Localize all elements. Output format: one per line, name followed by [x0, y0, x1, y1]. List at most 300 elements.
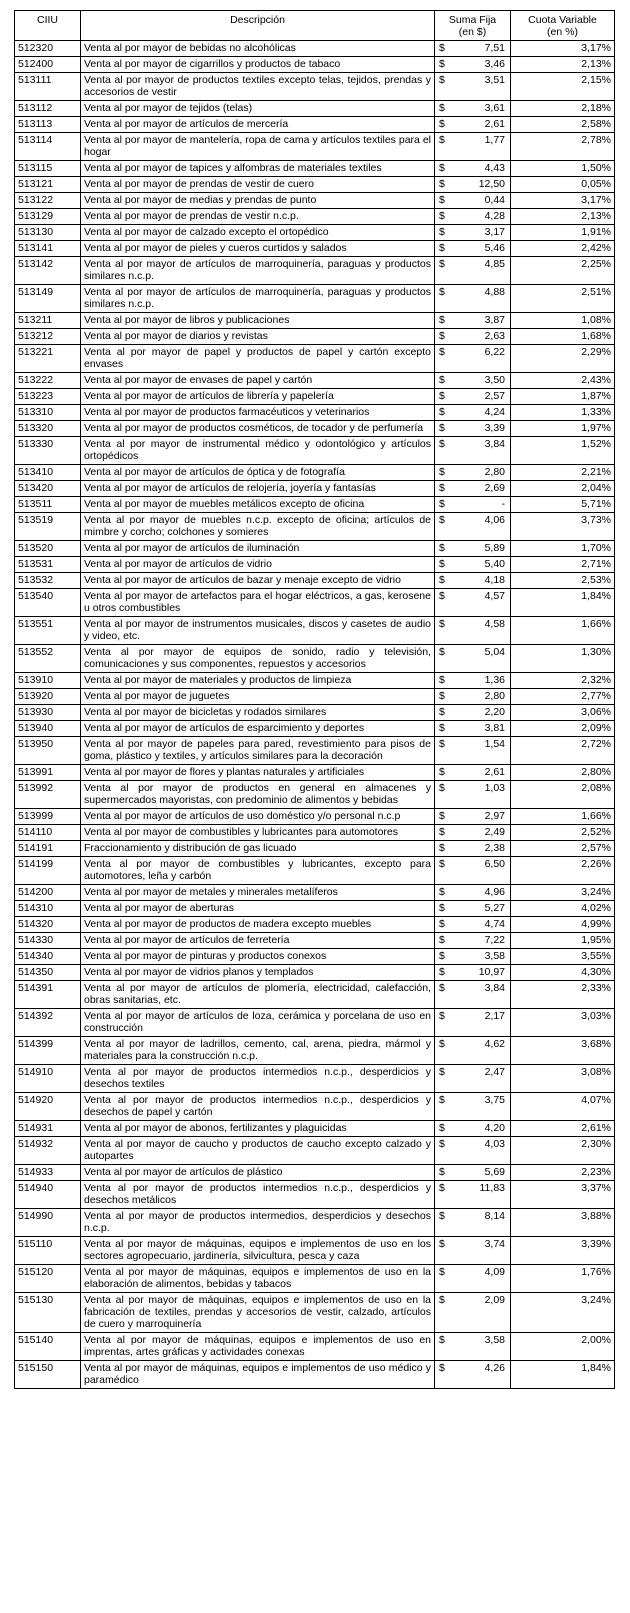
currency-symbol: $: [439, 226, 445, 238]
suma-fija-cell: [435, 1181, 511, 1209]
suma-fija-cell: [435, 949, 511, 965]
suma-fija-value: 2,38: [484, 842, 505, 854]
currency-symbol: $: [439, 842, 445, 854]
suma-fija-cell: [435, 117, 511, 133]
description-cell: Venta al por mayor de productos en general en almacenes y supermercados mayoristas, con predominio de alimentos y bebidas: [81, 781, 435, 809]
cuota-variable-cell: 1,70%: [511, 541, 615, 557]
suma-fija-value: 4,57: [484, 590, 505, 602]
ciiu-code: 514200: [15, 885, 81, 901]
table-row: [15, 101, 615, 117]
ciiu-code: 513330: [15, 437, 81, 465]
ciiu-code: 513519: [15, 513, 81, 541]
cuota-variable-cell: 4,99%: [511, 917, 615, 933]
table-header: [15, 11, 615, 41]
suma-fija-value: 2,09: [484, 1294, 505, 1306]
currency-symbol: $: [439, 918, 445, 930]
cuota-variable-cell: 3,03%: [511, 1009, 615, 1037]
currency-symbol: $: [439, 1138, 445, 1150]
ciiu-code: 513115: [15, 161, 81, 177]
table-row: [15, 1361, 615, 1389]
description-cell: Venta al por mayor de papeles para pared, revestimiento para pisos de goma, plástico y textiles, y artículos similares para la decoración: [81, 737, 435, 765]
ciiu-code: 514391: [15, 981, 81, 1009]
suma-fija-cell: [435, 329, 511, 345]
description-cell: Venta al por mayor de pieles y cueros curtidos y salados: [81, 241, 435, 257]
table-row: [15, 389, 615, 405]
cuota-variable-cell: 1,91%: [511, 225, 615, 241]
currency-symbol: $: [439, 1066, 445, 1078]
suma-fija-cell: [435, 1361, 511, 1389]
suma-fija-value: 2,20: [484, 706, 505, 718]
cuota-variable-cell: 4,02%: [511, 901, 615, 917]
currency-symbol: $: [439, 466, 445, 478]
suma-fija-value: 3,74: [484, 1238, 505, 1250]
ciiu-code: 513222: [15, 373, 81, 389]
currency-symbol: $: [439, 590, 445, 602]
currency-symbol: $: [439, 826, 445, 838]
description-cell: Venta al por mayor de pinturas y productos conexos: [81, 949, 435, 965]
ciiu-code: 513991: [15, 765, 81, 781]
ciiu-code: 515110: [15, 1237, 81, 1265]
suma-fija-cell: [435, 1137, 511, 1165]
ciiu-code: 514191: [15, 841, 81, 857]
description-cell: Venta al por mayor de máquinas, equipos e implementos de uso en imprentas, artes gráficas y actividades conexas: [81, 1333, 435, 1361]
currency-symbol: $: [439, 134, 445, 146]
header-suma-fija: [435, 11, 511, 41]
suma-fija-value: 5,69: [484, 1166, 505, 1178]
description-cell: Venta al por mayor de tapices y alfombras de materiales textiles: [81, 161, 435, 177]
description-cell: Venta al por mayor de cigarrillos y productos de tabaco: [81, 57, 435, 73]
table-row: [15, 117, 615, 133]
suma-fija-cell: [435, 825, 511, 841]
suma-fija-cell: [435, 645, 511, 673]
cuota-variable-cell: 2,00%: [511, 1333, 615, 1361]
suma-fija-value: 0,44: [484, 194, 505, 206]
suma-fija-cell: [435, 573, 511, 589]
suma-fija-cell: [435, 933, 511, 949]
table-row: [15, 781, 615, 809]
suma-fija-value: 8,14: [484, 1210, 505, 1222]
suma-fija-value: 2,49: [484, 826, 505, 838]
suma-fija-cell: [435, 689, 511, 705]
table-row: [15, 1293, 615, 1333]
suma-fija-value: 2,17: [484, 1010, 505, 1022]
header-suma-fija-line2: (en $): [458, 26, 487, 38]
description-cell: Venta al por mayor de prendas de vestir n.c.p.: [81, 209, 435, 225]
suma-fija-value: 2,61: [484, 766, 505, 778]
suma-fija-cell: [435, 1009, 511, 1037]
ciiu-code: 513511: [15, 497, 81, 513]
description-cell: Venta al por mayor de máquinas, equipos e implementos de uso médico y paramédico: [81, 1361, 435, 1389]
currency-symbol: $: [439, 706, 445, 718]
currency-symbol: $: [439, 314, 445, 326]
description-cell: Venta al por mayor de medias y prendas de punto: [81, 193, 435, 209]
ciiu-code: 514350: [15, 965, 81, 981]
suma-fija-value: 3,46: [484, 58, 505, 70]
description-cell: Venta al por mayor de artículos de bazar y menaje excepto de vidrio: [81, 573, 435, 589]
table-row: [15, 161, 615, 177]
table-row: [15, 57, 615, 73]
suma-fija-value: 2,80: [484, 690, 505, 702]
suma-fija-cell: [435, 421, 511, 437]
currency-symbol: $: [439, 118, 445, 130]
table-row: [15, 465, 615, 481]
currency-symbol: $: [439, 422, 445, 434]
table-row: [15, 1093, 615, 1121]
currency-symbol: $: [439, 1182, 445, 1194]
cuota-variable-cell: 2,13%: [511, 209, 615, 225]
suma-fija-cell: [435, 513, 511, 541]
suma-fija-cell: [435, 781, 511, 809]
suma-fija-cell: [435, 617, 511, 645]
table-row: [15, 1237, 615, 1265]
cuota-variable-cell: 1,76%: [511, 1265, 615, 1293]
cuota-variable-cell: 3,39%: [511, 1237, 615, 1265]
cuota-variable-cell: 2,32%: [511, 673, 615, 689]
currency-symbol: $: [439, 1010, 445, 1022]
suma-fija-value: 3,58: [484, 950, 505, 962]
table-row: [15, 1181, 615, 1209]
suma-fija-cell: [435, 101, 511, 117]
currency-symbol: $: [439, 646, 445, 658]
ciiu-code: 512320: [15, 41, 81, 57]
currency-symbol: $: [439, 194, 445, 206]
cuota-variable-cell: 5,71%: [511, 497, 615, 513]
cuota-variable-cell: 3,55%: [511, 949, 615, 965]
table-row: [15, 1037, 615, 1065]
suma-fija-cell: [435, 673, 511, 689]
suma-fija-cell: [435, 1121, 511, 1137]
currency-symbol: $: [439, 674, 445, 686]
ciiu-code: 514931: [15, 1121, 81, 1137]
suma-fija-value: 7,22: [484, 934, 505, 946]
cuota-variable-cell: 2,43%: [511, 373, 615, 389]
cuota-variable-cell: 1,52%: [511, 437, 615, 465]
table-row: [15, 313, 615, 329]
currency-symbol: $: [439, 178, 445, 190]
currency-symbol: $: [439, 242, 445, 254]
ciiu-code: 513221: [15, 345, 81, 373]
suma-fija-value: 4,96: [484, 886, 505, 898]
table-body: [15, 41, 615, 1389]
currency-symbol: $: [439, 514, 445, 526]
suma-fija-value: 4,74: [484, 918, 505, 930]
cuota-variable-cell: 4,07%: [511, 1093, 615, 1121]
suma-fija-cell: [435, 541, 511, 557]
description-cell: Venta al por mayor de artículos de marroquinería, paraguas y productos similares n.c.p.: [81, 285, 435, 313]
currency-symbol: $: [439, 1238, 445, 1250]
suma-fija-value: 4,88: [484, 286, 505, 298]
description-cell: Venta al por mayor de artículos de mercería: [81, 117, 435, 133]
description-cell: Venta al por mayor de productos farmacéuticos y veterinarios: [81, 405, 435, 421]
description-cell: Venta al por mayor de artículos de vidrio: [81, 557, 435, 573]
cuota-variable-cell: 2,29%: [511, 345, 615, 373]
description-cell: Venta al por mayor de artículos de ferretería: [81, 933, 435, 949]
table-row: [15, 329, 615, 345]
table-row: [15, 589, 615, 617]
currency-symbol: $: [439, 58, 445, 70]
table-row: [15, 1209, 615, 1237]
suma-fija-value: 6,50: [484, 858, 505, 870]
description-cell: Venta al por mayor de prendas de vestir de cuero: [81, 177, 435, 193]
description-cell: Venta al por mayor de metales y minerales metalíferos: [81, 885, 435, 901]
cuota-variable-cell: 1,84%: [511, 1361, 615, 1389]
cuota-variable-cell: 2,72%: [511, 737, 615, 765]
suma-fija-value: 3,51: [484, 74, 505, 86]
cuota-variable-cell: 0,05%: [511, 177, 615, 193]
cuota-variable-cell: 3,73%: [511, 513, 615, 541]
suma-fija-value: 5,89: [484, 542, 505, 554]
currency-symbol: $: [439, 74, 445, 86]
description-cell: Venta al por mayor de artículos de uso doméstico y/o personal n.c.p: [81, 809, 435, 825]
suma-fija-cell: [435, 257, 511, 285]
suma-fija-cell: [435, 841, 511, 857]
description-cell: Venta al por mayor de artefactos para el hogar eléctricos, a gas, kerosene u otros combustibles: [81, 589, 435, 617]
currency-symbol: $: [439, 966, 445, 978]
table-row: [15, 285, 615, 313]
table-row: [15, 885, 615, 901]
cuota-variable-cell: 3,68%: [511, 1037, 615, 1065]
suma-fija-value: 12,50: [478, 178, 505, 190]
table-row: [15, 133, 615, 161]
cuota-variable-cell: 2,61%: [511, 1121, 615, 1137]
table-row: [15, 1121, 615, 1137]
suma-fija-value: 1,54: [484, 738, 505, 750]
suma-fija-value: 2,61: [484, 118, 505, 130]
currency-symbol: $: [439, 982, 445, 994]
table-row: [15, 177, 615, 193]
ciiu-code: 514320: [15, 917, 81, 933]
header-row: [15, 11, 615, 41]
description-cell: Venta al por mayor de instrumental médico y odontológico y artículos ortopédicos: [81, 437, 435, 465]
table-row: [15, 209, 615, 225]
table-row: [15, 1065, 615, 1093]
table-row: [15, 809, 615, 825]
suma-fija-value: 3,75: [484, 1094, 505, 1106]
table-row: [15, 673, 615, 689]
cuota-variable-cell: 2,09%: [511, 721, 615, 737]
description-cell: Venta al por mayor de ladrillos, cemento, cal, arena, piedra, mármol y materiales para la construcción n.c.p.: [81, 1037, 435, 1065]
ciiu-code: 513940: [15, 721, 81, 737]
cuota-variable-cell: 3,17%: [511, 193, 615, 209]
table-row: [15, 645, 615, 673]
currency-symbol: $: [439, 902, 445, 914]
suma-fija-value: 3,58: [484, 1334, 505, 1346]
cuota-variable-cell: 2,57%: [511, 841, 615, 857]
table-row: [15, 1137, 615, 1165]
cuota-variable-cell: 2,42%: [511, 241, 615, 257]
table-row: [15, 241, 615, 257]
suma-fija-value: 11,83: [479, 1182, 505, 1194]
cuota-variable-cell: 1,30%: [511, 645, 615, 673]
table-row: [15, 421, 615, 437]
cuota-variable-cell: 1,66%: [511, 617, 615, 645]
table-row: [15, 981, 615, 1009]
currency-symbol: $: [439, 346, 445, 358]
suma-fija-cell: [435, 885, 511, 901]
suma-fija-cell: [435, 965, 511, 981]
table-row: [15, 933, 615, 949]
currency-symbol: $: [439, 1362, 445, 1374]
suma-fija-cell: [435, 373, 511, 389]
ciiu-code: 513920: [15, 689, 81, 705]
suma-fija-cell: [435, 981, 511, 1009]
cuota-variable-cell: 2,08%: [511, 781, 615, 809]
description-cell: Venta al por mayor de productos intermedios n.c.p., desperdicios y desechos metálicos: [81, 1181, 435, 1209]
description-cell: Venta al por mayor de máquinas, equipos e implementos de uso en los sectores agropecuario, jardinería, silvicultura, pesca y caza: [81, 1237, 435, 1265]
description-cell: Venta al por mayor de artículos de relojería, joyería y fantasías: [81, 481, 435, 497]
suma-fija-value: 3,81: [484, 722, 505, 734]
description-cell: Venta al por mayor de bebidas no alcohólicas: [81, 41, 435, 57]
currency-symbol: $: [439, 690, 445, 702]
cuota-variable-cell: 2,04%: [511, 481, 615, 497]
suma-fija-cell: [435, 225, 511, 241]
suma-fija-value: 7,51: [484, 42, 505, 54]
suma-fija-cell: [435, 57, 511, 73]
suma-fija-value: 3,84: [484, 982, 505, 994]
description-cell: Venta al por mayor de juguetes: [81, 689, 435, 705]
ciiu-code: 514990: [15, 1209, 81, 1237]
currency-symbol: $: [439, 766, 445, 778]
description-cell: Venta al por mayor de combustibles y lubricantes, excepto para automotores, leña y carbón: [81, 857, 435, 885]
suma-fija-cell: [435, 1293, 511, 1333]
description-cell: Venta al por mayor de abonos, fertilizantes y plaguicidas: [81, 1121, 435, 1137]
ciiu-code: 514330: [15, 933, 81, 949]
table-row: [15, 225, 615, 241]
table-row: [15, 345, 615, 373]
currency-symbol: $: [439, 618, 445, 630]
currency-symbol: $: [439, 1266, 445, 1278]
description-cell: Fraccionamiento y distribución de gas licuado: [81, 841, 435, 857]
suma-fija-cell: [435, 285, 511, 313]
suma-fija-cell: [435, 1165, 511, 1181]
description-cell: Venta al por mayor de calzado excepto el ortopédico: [81, 225, 435, 241]
rates-table: [14, 10, 615, 1389]
suma-fija-cell: [435, 737, 511, 765]
suma-fija-value: 6,22: [484, 346, 505, 358]
suma-fija-value: 2,57: [484, 390, 505, 402]
table-row: [15, 541, 615, 557]
ciiu-code: 514199: [15, 857, 81, 885]
table-row: [15, 73, 615, 101]
ciiu-code: 513211: [15, 313, 81, 329]
currency-symbol: $: [439, 810, 445, 822]
currency-symbol: $: [439, 1166, 445, 1178]
table-row: [15, 901, 615, 917]
table-row: [15, 1265, 615, 1293]
description-cell: Venta al por mayor de máquinas, equipos e implementos de uso en la elaboración de alimentos, bebidas y tabacos: [81, 1265, 435, 1293]
ciiu-code: 515140: [15, 1333, 81, 1361]
suma-fija-cell: [435, 313, 511, 329]
table-row: [15, 257, 615, 285]
description-cell: Venta al por mayor de bicicletas y rodados similares: [81, 705, 435, 721]
table-row: [15, 765, 615, 781]
header-cuota-variable-line2: (en %): [547, 26, 578, 38]
suma-fija-value: 10,97: [478, 966, 505, 978]
ciiu-code: 513212: [15, 329, 81, 345]
description-cell: Venta al por mayor de productos intermedios n.c.p., desperdicios y desechos de papel y cartón: [81, 1093, 435, 1121]
suma-fija-value: 5,46: [484, 242, 505, 254]
suma-fija-cell: [435, 405, 511, 421]
ciiu-code: 513532: [15, 573, 81, 589]
suma-fija-value: 4,62: [484, 1038, 505, 1050]
currency-symbol: $: [439, 858, 445, 870]
table-row: [15, 721, 615, 737]
cuota-variable-cell: 3,17%: [511, 41, 615, 57]
description-cell: Venta al por mayor de muebles n.c.p. excepto de oficina; artículos de mimbre y corcho; colchones y somieres: [81, 513, 435, 541]
table-row: [15, 841, 615, 857]
currency-symbol: $: [439, 210, 445, 222]
suma-fija-value: 2,80: [484, 466, 505, 478]
ciiu-code: 513122: [15, 193, 81, 209]
suma-fija-cell: [435, 41, 511, 57]
description-cell: Venta al por mayor de productos de madera excepto muebles: [81, 917, 435, 933]
ciiu-code: 513113: [15, 117, 81, 133]
description-cell: Venta al por mayor de productos textiles excepto telas, tejidos, prendas y accesorios de vestir: [81, 73, 435, 101]
cuota-variable-cell: 1,50%: [511, 161, 615, 177]
ciiu-code: 514910: [15, 1065, 81, 1093]
ciiu-code: 513142: [15, 257, 81, 285]
cuota-variable-cell: 2,23%: [511, 1165, 615, 1181]
cuota-variable-cell: 1,95%: [511, 933, 615, 949]
suma-fija-cell: [435, 1265, 511, 1293]
suma-fija-value: 4,03: [484, 1138, 505, 1150]
table-row: [15, 617, 615, 645]
description-cell: Venta al por mayor de aberturas: [81, 901, 435, 917]
header-cuota-variable: [511, 11, 615, 41]
description-cell: Venta al por mayor de tejidos (telas): [81, 101, 435, 117]
table-row: [15, 689, 615, 705]
currency-symbol: $: [439, 102, 445, 114]
ciiu-code: 513121: [15, 177, 81, 193]
suma-fija-cell: [435, 557, 511, 573]
currency-symbol: $: [439, 482, 445, 494]
currency-symbol: $: [439, 42, 445, 54]
currency-symbol: $: [439, 574, 445, 586]
ciiu-code: 513141: [15, 241, 81, 257]
currency-symbol: $: [439, 330, 445, 342]
suma-fija-value: 1,77: [484, 134, 505, 146]
ciiu-code: 513223: [15, 389, 81, 405]
header-suma-fija-line1: Suma Fija: [448, 14, 497, 26]
cuota-variable-cell: 2,30%: [511, 1137, 615, 1165]
description-cell: Venta al por mayor de artículos de loza, cerámica y porcelana de uso en construcción: [81, 1009, 435, 1037]
description-cell: Venta al por mayor de máquinas, equipos e implementos de uso en la fabricación de textiles, prendas y accesorios de vestir, calzado, artículos de cuero y marroquinería: [81, 1293, 435, 1333]
cuota-variable-cell: 2,18%: [511, 101, 615, 117]
suma-fija-value: 2,47: [484, 1066, 505, 1078]
cuota-variable-cell: 1,08%: [511, 313, 615, 329]
ciiu-code: 514110: [15, 825, 81, 841]
suma-fija-cell: [435, 241, 511, 257]
suma-fija-cell: [435, 161, 511, 177]
suma-fija-value: 2,69: [484, 482, 505, 494]
ciiu-code: 513420: [15, 481, 81, 497]
cuota-variable-cell: 2,52%: [511, 825, 615, 841]
currency-symbol: $: [439, 374, 445, 386]
cuota-variable-cell: 2,77%: [511, 689, 615, 705]
ciiu-code: 513930: [15, 705, 81, 721]
currency-symbol: $: [439, 738, 445, 750]
description-cell: Venta al por mayor de diarios y revistas: [81, 329, 435, 345]
currency-symbol: $: [439, 438, 445, 450]
currency-symbol: $: [439, 886, 445, 898]
suma-fija-value: 5,40: [484, 558, 505, 570]
ciiu-code: 513540: [15, 589, 81, 617]
description-cell: Venta al por mayor de flores y plantas naturales y artificiales: [81, 765, 435, 781]
description-cell: Venta al por mayor de vidrios planos y templados: [81, 965, 435, 981]
ciiu-code: 515130: [15, 1293, 81, 1333]
currency-symbol: $: [439, 390, 445, 402]
suma-fija-cell: [435, 1333, 511, 1361]
